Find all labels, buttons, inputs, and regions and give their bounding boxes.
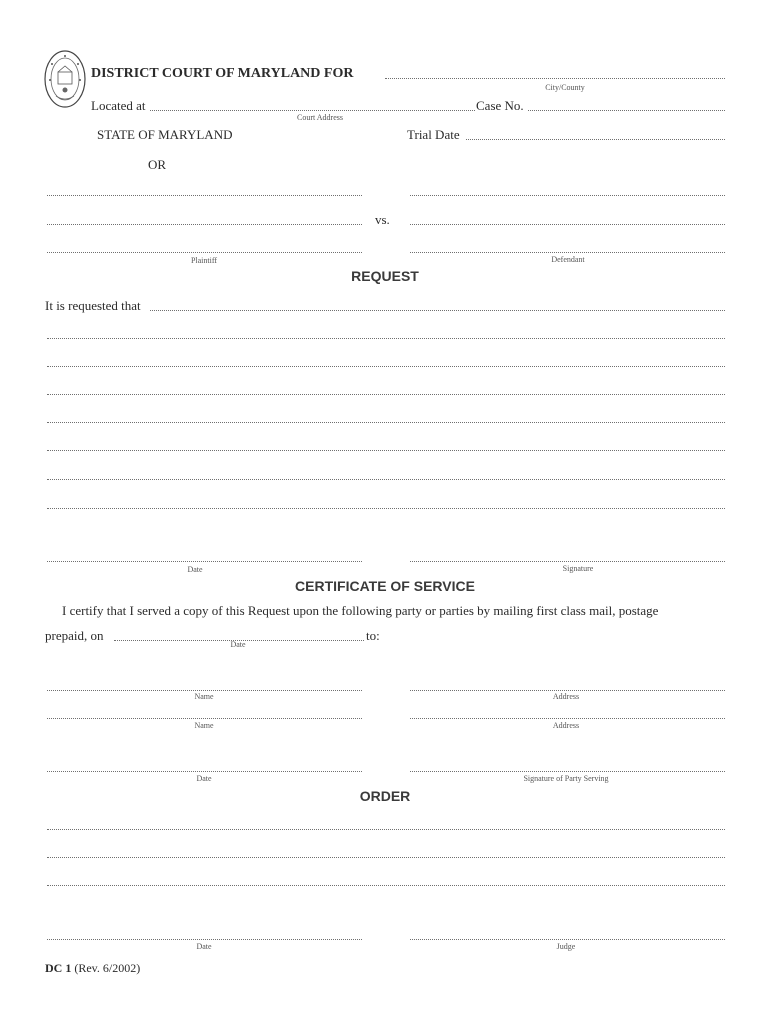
court-address-field[interactable] [150, 110, 475, 111]
request-line-7[interactable] [47, 479, 725, 480]
court-title: DISTRICT COURT OF MARYLAND FOR [91, 66, 354, 81]
request-date-field[interactable] [47, 561, 362, 562]
trial-date-field[interactable] [466, 139, 725, 140]
name-caption-1: Name [194, 692, 214, 701]
service-date-field-2[interactable] [47, 771, 362, 772]
request-line-4[interactable] [47, 394, 725, 395]
trial-date-label: Trial Date [407, 127, 460, 142]
request-line-1[interactable] [150, 310, 725, 311]
judge-caption: Judge [556, 942, 576, 951]
service-date-caption: Date [230, 640, 246, 649]
case-no-label: Case No. [476, 98, 524, 113]
order-line-3[interactable] [47, 885, 725, 886]
serving-party-signature-caption: Signature of Party Serving [523, 774, 609, 783]
request-line-2[interactable] [47, 338, 725, 339]
plaintiff-line-3[interactable] [47, 252, 362, 253]
plaintiff-line-1[interactable] [47, 195, 362, 196]
city-county-caption: City/County [545, 83, 585, 92]
court-address-caption: Court Address [297, 113, 343, 122]
request-intro: It is requested that [45, 298, 141, 313]
form-footer [45, 961, 140, 976]
form-id: DC 1 [45, 961, 72, 975]
address-caption-1: Address [552, 692, 580, 701]
located-at-label: Located at [91, 98, 146, 113]
name-caption-2: Name [194, 721, 214, 730]
served-address-field-1[interactable] [410, 690, 725, 691]
served-address-field-2[interactable] [410, 718, 725, 719]
order-line-2[interactable] [47, 857, 725, 858]
to-label: to: [366, 628, 380, 643]
order-date-field[interactable] [47, 939, 362, 940]
city-county-field[interactable] [385, 78, 725, 79]
request-line-3[interactable] [47, 366, 725, 367]
defendant-line-3[interactable] [410, 252, 725, 253]
certificate-heading: CERTIFICATE OF SERVICE [295, 578, 475, 594]
certificate-statement: I certify that I served a copy of this Request upon the following party or parties by mailing first class mail, postage [62, 603, 659, 618]
vs-label: vs. [375, 212, 390, 227]
state-of-maryland-label: STATE OF MARYLAND [97, 127, 233, 142]
order-line-1[interactable] [47, 829, 725, 830]
request-signature-caption: Signature [562, 564, 594, 573]
order-date-caption: Date [196, 942, 212, 951]
request-date-caption: Date [187, 565, 203, 574]
address-caption-2: Address [552, 721, 580, 730]
form-revision: (Rev. 6/2002) [74, 961, 141, 975]
request-line-5[interactable] [47, 422, 725, 423]
judge-signature-field[interactable] [410, 939, 725, 940]
order-heading: ORDER [359, 788, 411, 804]
plaintiff-line-2[interactable] [47, 224, 362, 225]
defendant-line-2[interactable] [410, 224, 725, 225]
defendant-line-1[interactable] [410, 195, 725, 196]
request-signature-field[interactable] [410, 561, 725, 562]
serving-party-signature-field[interactable] [410, 771, 725, 772]
request-line-6[interactable] [47, 450, 725, 451]
or-label: OR [148, 157, 167, 172]
case-no-field[interactable] [528, 110, 725, 111]
service-date-caption-2: Date [196, 774, 212, 783]
request-heading: REQUEST [351, 268, 419, 284]
prepaid-label: prepaid, on [45, 628, 104, 643]
defendant-caption: Defendant [551, 255, 585, 264]
served-name-field-1[interactable] [47, 690, 362, 691]
request-line-8[interactable] [47, 508, 725, 509]
served-name-field-2[interactable] [47, 718, 362, 719]
court-seal-logo [44, 50, 86, 108]
plaintiff-caption: Plaintiff [190, 256, 218, 265]
